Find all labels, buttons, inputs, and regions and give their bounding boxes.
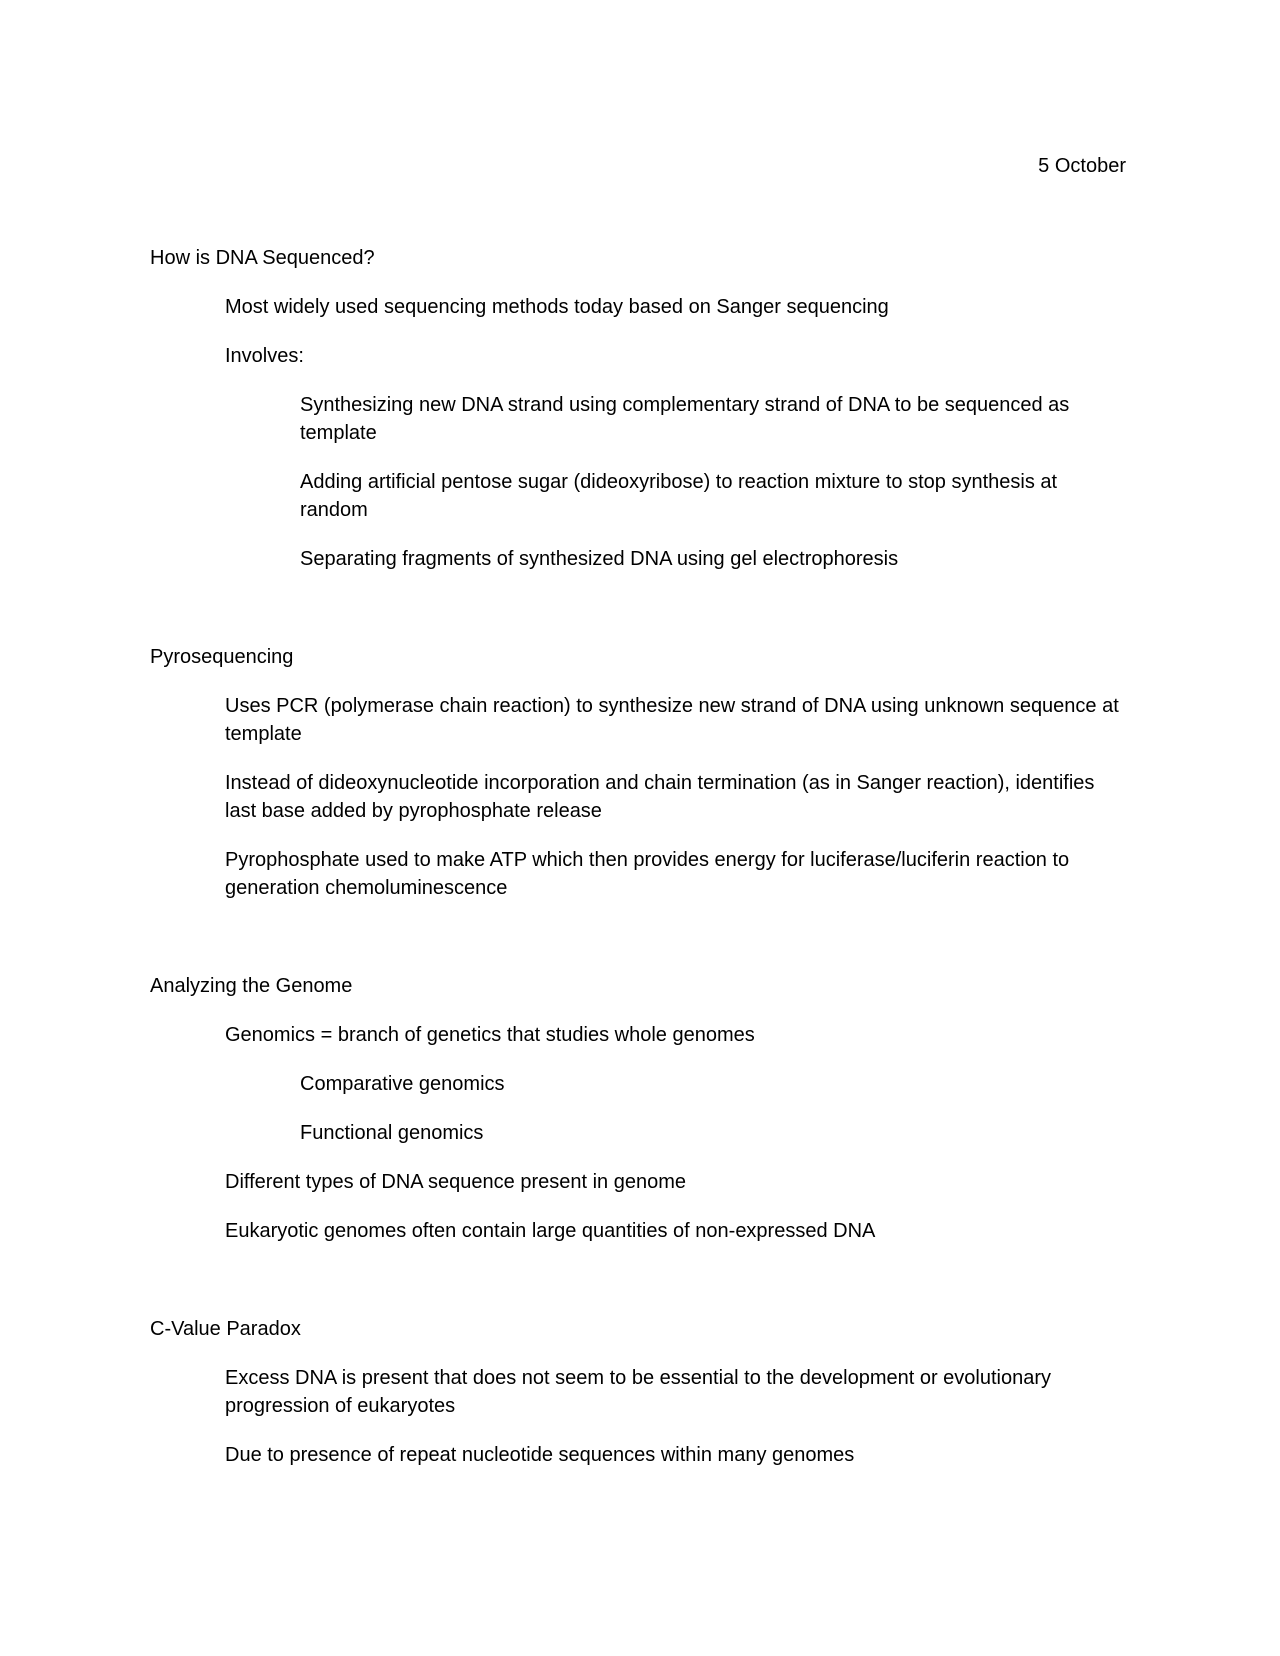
section-spacer (150, 594, 1128, 643)
note-item: Due to presence of repeat nucleotide sequences within many genomes (225, 1444, 855, 1466)
note-subitem: Comparative genomics (300, 1073, 505, 1095)
section-heading: C-Value Paradox (150, 1318, 301, 1340)
note-item: Genomics = branch of genetics that studies whole genomes (225, 1024, 755, 1046)
note-subitem: Adding artificial pentose sugar (dideoxyribose) to reaction mixture to stop synthesis at random (300, 471, 1058, 521)
note-item: Uses PCR (polymerase chain reaction) to synthesize new strand of DNA using unknown sequence at template (225, 695, 1119, 745)
section-spacer (150, 923, 1128, 972)
section-heading: How is DNA Sequenced? (150, 247, 375, 269)
note-item: Different types of DNA sequence present in genome (225, 1171, 687, 1193)
note-item: Eukaryotic genomes often contain large quantities of non-expressed DNA (225, 1220, 876, 1242)
note-subitem: Functional genomics (300, 1122, 484, 1144)
section-analyzing-genome (150, 972, 1128, 1245)
date-label: 5 October (1038, 155, 1126, 177)
note-subitem: Synthesizing new DNA strand using complementary strand of DNA to be sequenced as template (300, 394, 1070, 444)
section-pyrosequencing (150, 643, 1128, 902)
note-item: Most widely used sequencing methods today based on Sanger sequencing (225, 296, 889, 318)
section-heading: Pyrosequencing (150, 646, 294, 668)
note-subitem: Separating fragments of synthesized DNA using gel electrophoresis (300, 548, 899, 570)
section-heading: Analyzing the Genome (150, 975, 353, 997)
note-item: Pyrophosphate used to make ATP which then provides energy for luciferase/luciferin reaction to generation chemoluminescence (225, 849, 1070, 899)
note-item: Involves: (225, 345, 304, 367)
section-spacer (150, 1266, 1128, 1315)
note-item: Instead of dideoxynucleotide incorporation and chain termination (as in Sanger reaction), identifies last base added by pyrophosphate release (225, 772, 1095, 822)
section-dna-sequencing (150, 244, 1128, 573)
notes-body (150, 244, 1128, 1490)
note-item: Excess DNA is present that does not seem to be essential to the development or evolutionary progression of eukaryotes (225, 1367, 1052, 1417)
section-c-value-paradox (150, 1315, 1128, 1469)
